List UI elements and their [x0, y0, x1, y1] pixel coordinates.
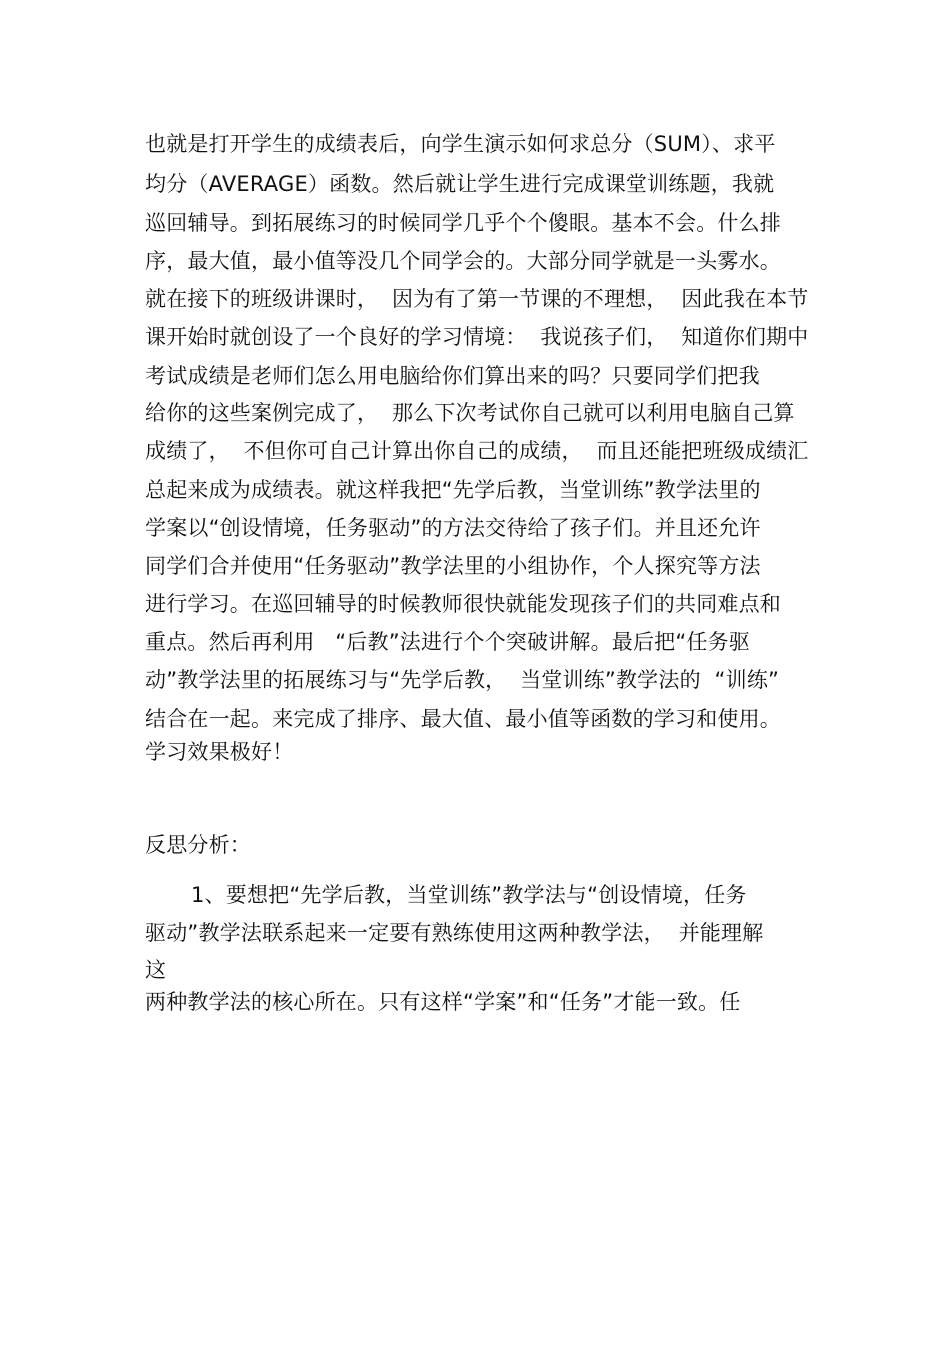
text-line: 驱动”教学法联系起来一定要有熟练使用这两种教学法， 并能理解	[145, 921, 764, 945]
text-line: 1、要想把“先学后教，当堂训练”教学法与“创设情境，任务	[191, 883, 747, 907]
text-line: 重点。然后再利用 “后教”法进行个个突破讲解。最后把“任务驱	[145, 630, 751, 654]
text-line: 也就是打开学生的成绩表后，向学生演示如何求总分（SUM）、求平	[145, 132, 776, 156]
text-line: 成绩了， 不但你可自己计算出你自己的成绩， 而且还能把班级成绩汇	[145, 439, 809, 463]
text-line: 就在接下的班级讲课时， 因为有了第一节课的不理想， 因此我在本节	[145, 287, 809, 311]
text-line: 进行学习。在巡回辅导的时候教师很快就能发现孩子们的共同难点和	[145, 592, 781, 616]
section-heading: 反思分析：	[145, 833, 251, 857]
text-line: 结合在一起。来完成了排序、最大值、最小值等函数的学习和使用。	[145, 707, 781, 731]
text-line: 同学们合并使用“任务驱动”教学法里的小组协作，个人探究等方法	[145, 554, 761, 578]
text-line: 给你的这些案例完成了， 那么下次考试你自己就可以利用电脑自己算	[145, 401, 795, 425]
text-line: 学案以“创设情境，任务驱动”的方法交待给了孩子们。并且还允许	[145, 516, 761, 540]
text-line: 这	[145, 958, 167, 982]
text-line: 课开始时就创设了一个良好的学习情境： 我说孩子们， 知道你们期中	[145, 325, 809, 349]
text-line: 考试成绩是老师们怎么用电脑给你们算出来的吗？只要同学们把我	[145, 364, 760, 388]
text-line: 巡回辅导。到拓展练习的时候同学几乎个个傻眼。基本不会。什么排	[145, 211, 781, 235]
text-line: 均分（AVERAGE）函数。然后就让学生进行完成课堂训练题，我就	[145, 172, 775, 196]
text-line: 两种教学法的核心所在。只有这样“学案”和“任务”才能一致。任	[145, 990, 741, 1014]
text-line: 总起来成为成绩表。就这样我把“先学后教，当堂训练”教学法里的	[145, 478, 761, 502]
text-line: 学习效果极好！	[145, 740, 294, 764]
text-line: 动”教学法里的拓展练习与“先学后教， 当堂训练”教学法的 “训练”	[145, 668, 780, 692]
text-line: 序，最大值，最小值等没几个同学会的。大部分同学就是一头雾水。	[145, 249, 781, 273]
